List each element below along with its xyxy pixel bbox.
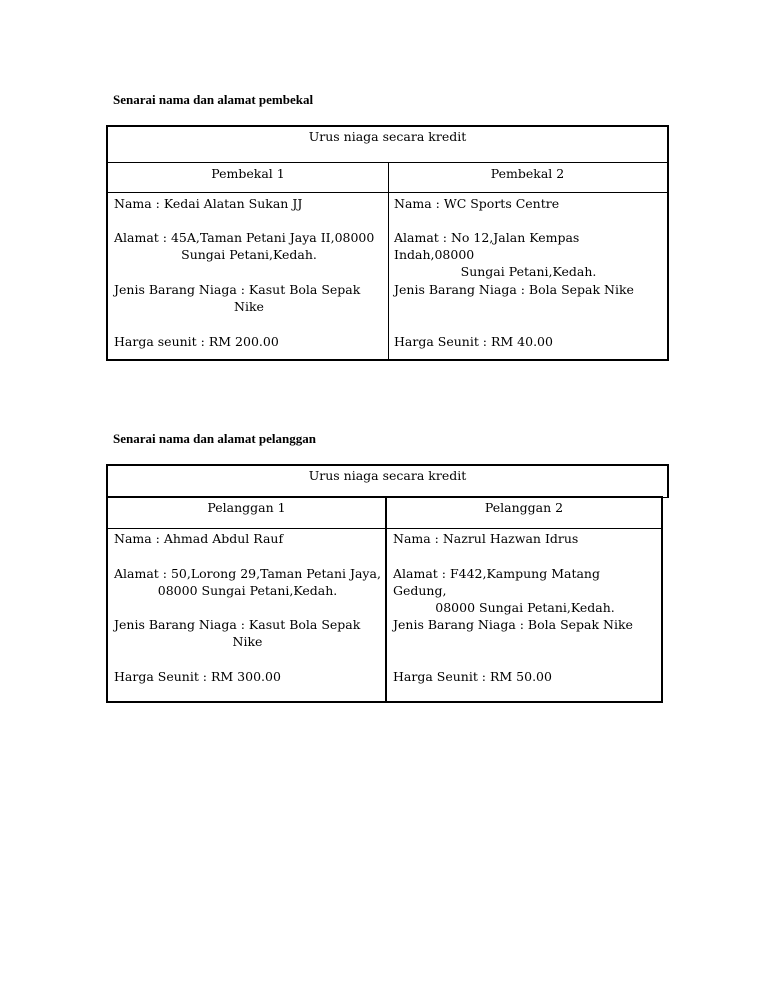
customer-2-alamat-line1: Alamat : F442,Kampung Matang Gedung,	[393, 566, 600, 598]
supplier-table-title-row	[108, 127, 667, 163]
customer-1-alamat	[114, 565, 381, 599]
supplier-2-nama: Nama : WC Sports Centre	[394, 196, 560, 211]
customer-body-row	[108, 529, 661, 701]
supplier-heading: Senarai nama dan alamat pembekal	[113, 92, 314, 107]
customer-2-alamat-line2: 08000 Sungai Petani,Kedah.	[435, 600, 615, 615]
customer-1-cell	[108, 529, 385, 701]
supplier-table-title: Urus niaga secara kredit	[308, 129, 467, 144]
supplier-1-jenis	[114, 281, 384, 315]
supplier-2-header: Pembekal 2	[490, 166, 565, 181]
customer-1-jenis-line2: Nike	[232, 634, 263, 649]
customer-2-header: Pelanggan 2	[484, 500, 564, 515]
supplier-1-nama: Nama : Kedai Alatan Sukan JJ	[114, 196, 303, 211]
customer-1-alamat-line1: Alamat : 50,Lorong 29,Taman Petani Jaya,	[114, 566, 381, 581]
supplier-body-row	[108, 193, 667, 359]
supplier-2-cell	[388, 193, 667, 359]
supplier-1-alamat-line1: Alamat : 45A,Taman Petani Jaya II,08000	[114, 230, 375, 245]
customer-1-header: Pelanggan 1	[207, 500, 286, 515]
customer-table	[106, 496, 663, 703]
supplier-1-jenis-line1: Jenis Barang Niaga : Kasut Bola Sepak	[114, 282, 361, 297]
supplier-2-jenis: Jenis Barang Niaga : Bola Sepak Nike	[394, 282, 634, 297]
customer-2-cell	[387, 529, 661, 701]
customer-1-jenis	[114, 616, 381, 650]
supplier-1-alamat	[114, 229, 384, 263]
supplier-2-alamat-line2: Sungai Petani,Kedah.	[460, 264, 597, 279]
supplier-1-alamat-line2: Sungai Petani,Kedah.	[181, 247, 317, 262]
customer-2-harga: Harga Seunit : RM 50.00	[393, 669, 552, 684]
supplier-header-row	[108, 163, 667, 193]
customer-header-row	[108, 497, 661, 529]
supplier-1-header: Pembekal 1	[211, 166, 285, 181]
customer-2-jenis: Jenis Barang Niaga : Bola Sepak Nike	[393, 617, 633, 632]
supplier-1-harga: Harga seunit : RM 200.00	[114, 334, 279, 349]
customer-2-nama: Nama : Nazrul Hazwan Idrus	[393, 531, 579, 546]
supplier-2-harga: Harga Seunit : RM 40.00	[394, 334, 553, 349]
customer-1-harga: Harga Seunit : RM 300.00	[114, 669, 281, 684]
supplier-table	[106, 125, 669, 361]
supplier-1-jenis-line2: Nike	[234, 299, 264, 314]
supplier-1-cell	[108, 193, 388, 359]
customer-1-nama: Nama : Ahmad Abdul Rauf	[114, 531, 284, 546]
customer-1-alamat-line2: 08000 Sungai Petani,Kedah.	[157, 583, 338, 598]
customer-heading: Senarai nama dan alamat pelanggan	[113, 431, 316, 446]
customer-2-alamat	[393, 565, 657, 616]
customer-table-title-box	[106, 464, 669, 498]
supplier-2-alamat	[394, 229, 663, 280]
supplier-2-alamat-line1: Alamat : No 12,Jalan Kempas Indah,08000	[394, 230, 580, 262]
customer-1-jenis-line1: Jenis Barang Niaga : Kasut Bola Sepak	[114, 617, 361, 632]
customer-table-title: Urus niaga secara kredit	[308, 468, 467, 483]
